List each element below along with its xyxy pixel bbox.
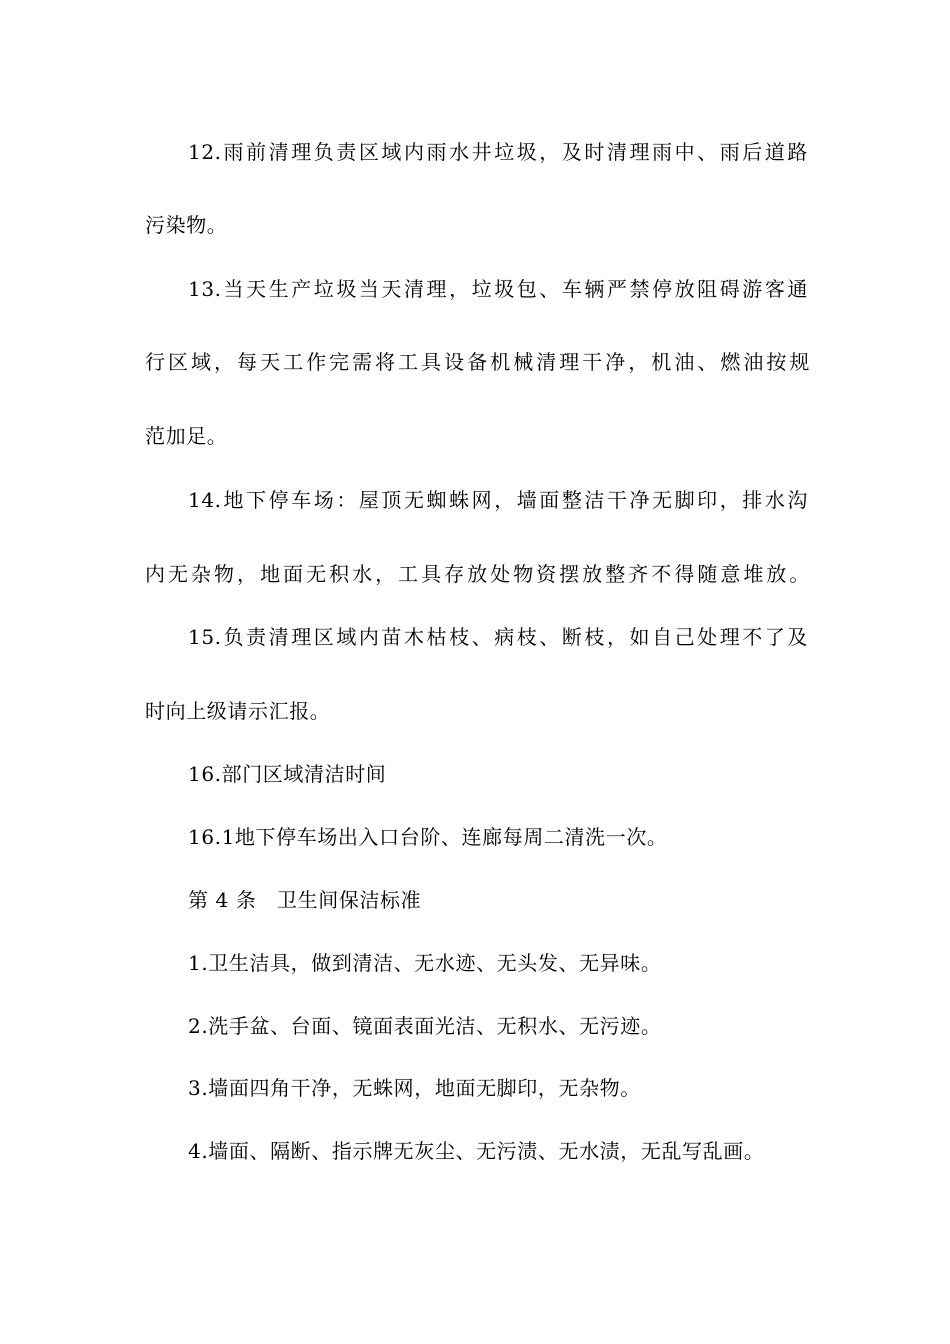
paragraph-15-line-2: 时向上级请示汇报。 (145, 699, 331, 723)
restroom-item-3: 3.墙面四角干净，无蛛网，地面无脚印，无杂物。 (188, 1076, 641, 1100)
paragraph-13-line-2: 行区域，每天工作完需将工具设备机械清理干净，机油、燃油按规 (145, 350, 810, 374)
paragraph-14-line-2: 内无杂物，地面无积水，工具存放处物资摆放整齐不得随意堆放。 (145, 562, 810, 586)
restroom-item-2: 2.洗手盆、台面、镜面表面光洁、无积水、无污迹。 (188, 1014, 662, 1038)
paragraph-16-heading: 16.部门区域清洁时间 (188, 762, 387, 786)
paragraph-13-line-1: 13.当天生产垃圾当天清理，垃圾包、车辆严禁停放阻碍游客通 (188, 277, 808, 301)
article-4-heading: 第 4 条 卫生间保洁标准 (188, 888, 422, 912)
paragraph-13-line-3: 范加足。 (145, 424, 228, 448)
restroom-item-1: 1.卫生洁具，做到清洁、无水迹、无头发、无异味。 (188, 951, 662, 975)
paragraph-12-line-1: 12.雨前清理负责区域内雨水井垃圾，及时清理雨中、雨后道路 (188, 140, 808, 164)
paragraph-14-line-1: 14.地下停车场：屋顶无蜘蛛网，墙面整洁干净无脚印，排水沟 (188, 488, 808, 512)
restroom-item-4: 4.墙面、隔断、指示牌无灰尘、无污渍、无水渍，无乱写乱画。 (188, 1139, 765, 1163)
paragraph-15-line-1: 15.负责清理区域内苗木枯枝、病枝、断枝，如自己处理不了及 (188, 625, 808, 649)
paragraph-12-line-2: 污染物。 (145, 213, 228, 237)
paragraph-16-1: 16.1地下停车场出入口台阶、连廊每周二清洗一次。 (188, 825, 668, 849)
